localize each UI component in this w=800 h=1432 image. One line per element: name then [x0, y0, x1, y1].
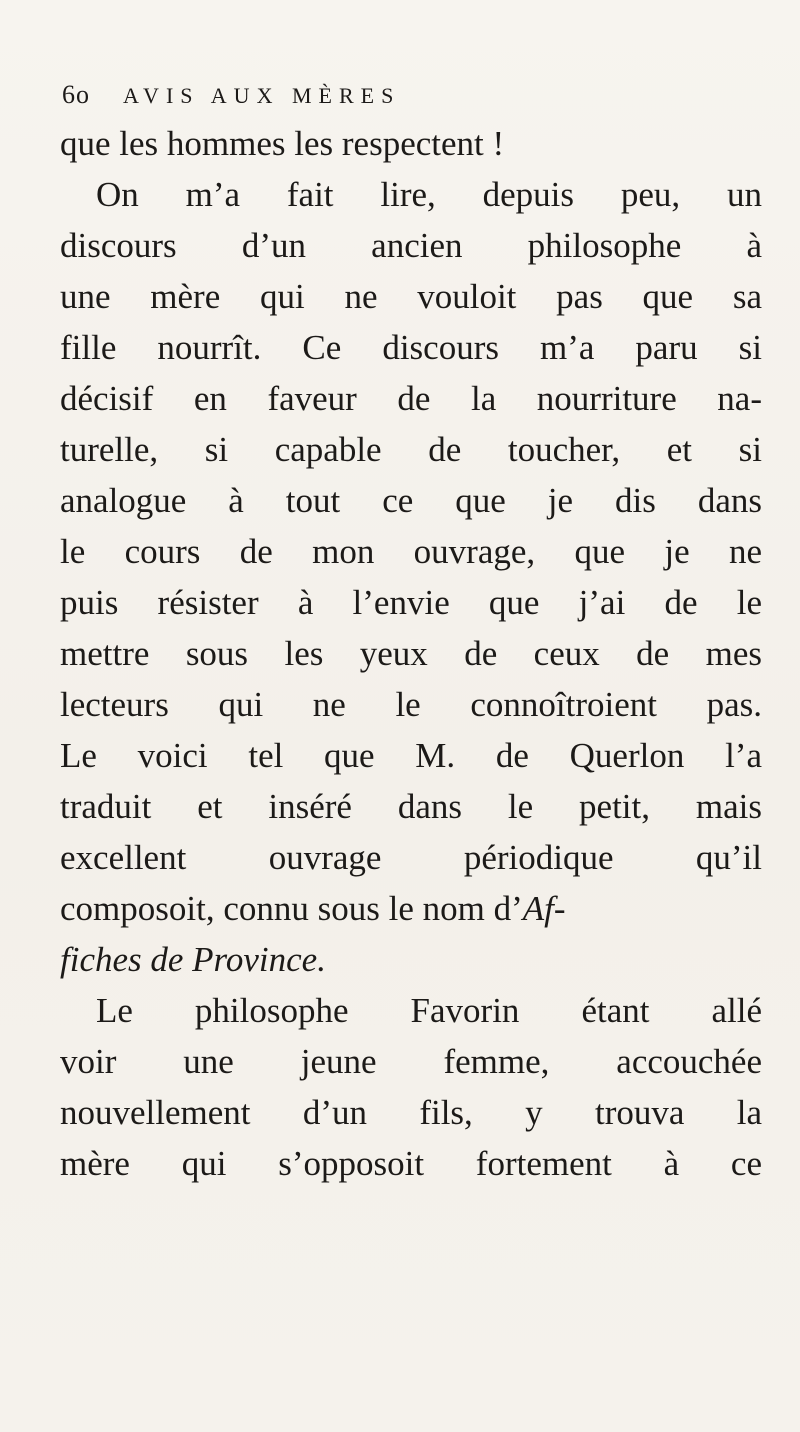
text-line: traduit et inséré dans le petit, mais	[60, 787, 762, 826]
text-line: turelle, si capable de toucher, et si	[60, 430, 762, 469]
text-line: mère qui s’opposoit fortement à ce	[60, 1144, 762, 1183]
text-line: mettre sous les yeux de ceux de mes	[60, 634, 762, 673]
text-line: que les hommes les respectent !	[60, 124, 505, 163]
italic-title-fragment: Af-	[522, 889, 566, 928]
text-line: nouvellement d’un fils, y trouva la	[60, 1093, 762, 1132]
text-line: puis résister à l’envie que j’ai de le	[60, 583, 762, 622]
italic-title-line: fiches de Province.	[60, 940, 326, 979]
text-line: On m’a fait lire, depuis peu, un	[96, 175, 762, 214]
text-line: le cours de mon ouvrage, que je ne	[60, 532, 762, 571]
text-line-with-italic	[60, 883, 762, 934]
text-line: analogue à tout ce que je dis dans	[60, 481, 762, 520]
text-line: discours d’un ancien philosophe à	[60, 226, 762, 265]
running-head	[62, 80, 762, 120]
text-line: Le voici tel que M. de Querlon l’a	[60, 736, 762, 775]
text-line: une mère qui ne vouloit pas que sa	[60, 277, 762, 316]
text-line-start: composoit, connu sous le nom d’	[60, 889, 523, 928]
text-line: décisif en faveur de la nourriture na-	[60, 379, 762, 418]
text-line: excellent ouvrage périodique qu’il	[60, 838, 762, 877]
text-line: Le philosophe Favorin étant allé	[96, 991, 762, 1030]
text-line: fille nourrît. Ce discours m’a paru si	[60, 328, 762, 367]
text-line: lecteurs qui ne le connoîtroient pas.	[60, 685, 762, 724]
body-text	[60, 118, 762, 1189]
page-number: 6o	[62, 80, 90, 109]
text-line: voir une jeune femme, accouchée	[60, 1042, 762, 1081]
running-title: AVIS AUX MÈRES	[123, 83, 401, 108]
